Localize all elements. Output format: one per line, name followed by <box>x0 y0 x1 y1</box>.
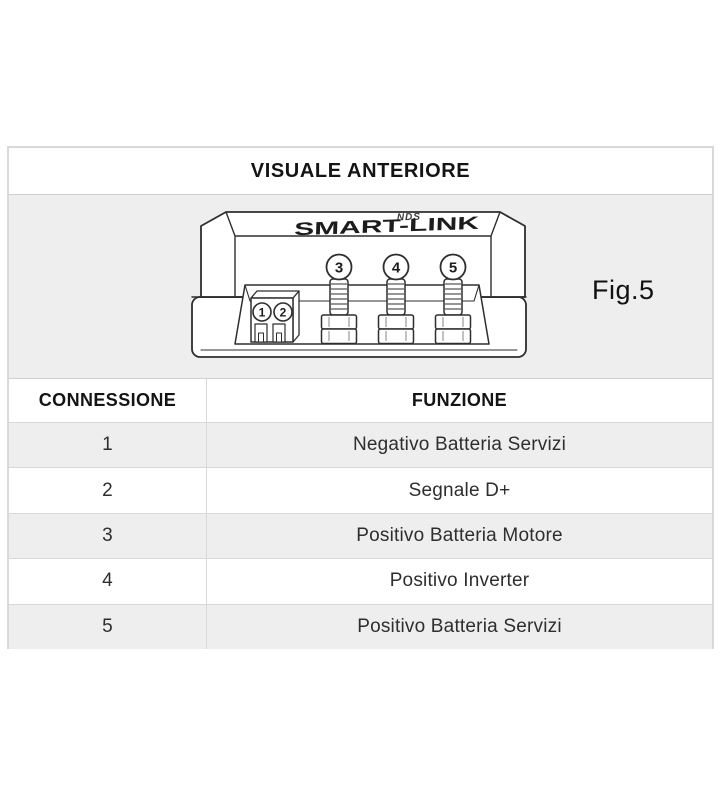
connection-number: 4 <box>9 559 207 603</box>
connection-number: 2 <box>9 468 207 512</box>
column-header-connessione: CONNESSIONE <box>9 379 207 422</box>
terminal-2-number: 2 <box>279 305 287 320</box>
column-header-funzione: FUNZIONE <box>411 390 508 410</box>
table-row <box>9 423 712 468</box>
connection-number: 5 <box>9 605 207 649</box>
terminal-3-number: 3 <box>334 259 344 277</box>
table-row <box>9 605 712 649</box>
figure-panel <box>9 195 712 379</box>
connection-function: Positivo Batteria Motore <box>356 524 563 546</box>
connection-table-card <box>7 146 714 649</box>
connection-number: 3 <box>9 514 207 558</box>
figure-label: Fig.5 <box>592 275 655 305</box>
spade-slot-2-notch <box>277 333 282 342</box>
table-row <box>9 559 712 604</box>
connection-function: Segnale D+ <box>408 479 511 501</box>
terminal-1-number: 1 <box>258 305 266 320</box>
table-row <box>9 514 712 559</box>
brand-logo-text: NDS <box>396 211 422 224</box>
table-row <box>9 468 712 513</box>
terminal-4-number: 4 <box>391 259 401 277</box>
connection-function: Negativo Batteria Servizi <box>352 434 567 456</box>
table-header-row <box>9 379 712 423</box>
connection-number: 1 <box>9 423 207 467</box>
product-name-text: SMART-LINK <box>293 215 406 240</box>
connector-top-face <box>251 291 299 298</box>
spade-slot-1-notch <box>259 333 264 342</box>
terminal-5-number: 5 <box>448 259 458 277</box>
connector-side-face <box>293 291 299 342</box>
page-title: VISUALE ANTERIORE <box>250 159 471 182</box>
connection-function: Positivo Inverter <box>389 570 530 592</box>
connection-function: Positivo Batteria Servizi <box>357 615 562 637</box>
card-title-row <box>9 148 712 195</box>
